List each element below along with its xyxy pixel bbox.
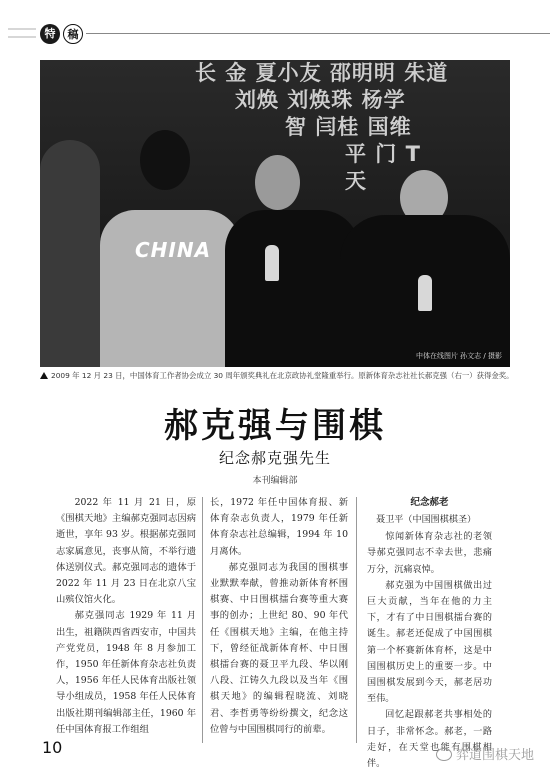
paragraph: 2022 年 11 月 21 日，原《围棋天地》主编郝克强同志因病逝世，享年 93 岁。根据郝克强同志家属意见，丧事从简，不举行遗体送别仪式。郝克强同志的遗体于 2022 年 11 月 23 日在北京八宝山殡仪馆火化。 [56, 497, 196, 606]
watermark [436, 744, 534, 763]
article-column-2 [210, 495, 348, 738]
paragraph: 惊闻新体育杂志社的老领导郝克强同志不幸去世，悲痛万分，沉痛哀悼。 [367, 532, 492, 575]
sidebar-title: 纪念郝老 [410, 497, 449, 508]
article-column-1 [56, 495, 196, 738]
wechat-icon [436, 748, 452, 761]
watermark-text: 弈道围棋天地 [455, 748, 534, 763]
banner-row: 刘焕 刘焕珠 杨学 [235, 88, 406, 112]
person-head [140, 130, 190, 190]
article-byline: 本刊编辑部 [252, 476, 298, 486]
triangle-icon [40, 372, 48, 379]
header-decoration [8, 28, 36, 38]
person-in-jacket [100, 210, 240, 367]
caption-text: 2009 年 12 月 23 日，中国体育工作者协会成立 30 周年颁奖典礼在北京政协礼堂隆重举行。原新体育杂志社社长郝克强（右一）获得金奖。 [51, 371, 514, 380]
banner-row: 平 门 T [345, 142, 421, 166]
section-tag-2: 稿 [63, 24, 83, 44]
person-head [255, 155, 300, 210]
article-title: 郝克强与围棋 [164, 406, 386, 446]
jacket-lettering: CHINA [135, 238, 212, 262]
banner-row: 智 闫桂 国维 [285, 115, 412, 139]
award-photo [40, 60, 510, 367]
article-subtitle: 纪念郝克强先生 [218, 449, 331, 467]
banner-row: 天 [345, 169, 367, 193]
column-divider [356, 497, 357, 743]
paragraph: 长，1972 年任中国体育报、新体育杂志负责人，1979 年任新体育杂志社总编辑，1994 年 10 月离休。 [210, 497, 348, 557]
header-rule [86, 33, 550, 34]
paragraph: 回忆起跟郝老共事相处的日子，非常怀念。郝老，一路走好，在天堂也能有围棋相伴。 [367, 710, 492, 770]
paragraph: 郝克强同志为我国的围棋事业默默奉献，曾推动新体育杯围棋赛、中日围棋擂台赛等重大赛事的创办；上世纪 80、90 年代任《围棋天地》主编，在他主持下，曾经征战新体育杯、中日围棋擂台赛的聂卫平九段、华以刚八段、江铸久九段以及当年《围棋天地》的编辑程晓流、刘晓君、李哲勇等纷纷撰文，纪念这位曾与中国围棋同行的前辈。 [210, 561, 348, 735]
paragraph: 郝克强同志 1929 年 11 月出生，祖籍陕西省西安市，中国共产党党员，1948 年 8 月参加工作，1950 年任新体育杂志社负责人，1956 年任人民体育出版社领导小组成员，1958 年任人民体育出版社期刊编辑部主任，1960 年任中国体育报工作组组 [56, 610, 196, 735]
banner-row: 长 金 夏小友 邵明明 朱道 [195, 61, 449, 85]
photo-caption [40, 370, 520, 381]
paragraph: 郝克强为中国围棋做出过巨大贡献，当年在他的力主下，才有了中日围棋擂台赛的诞生。郝老还促成了中国围棋第一个杯赛新体育杯，这是中国围棋历史上的重要一步。中国围棋发展到今天，郝老居功至伟。 [367, 580, 492, 705]
column-divider [202, 497, 203, 743]
trophy-icon [265, 245, 279, 281]
photo-credit: 中体在线图片 孙文志 / 摄影 [415, 352, 502, 360]
section-tag-1: 特 [40, 24, 60, 44]
sidebar-author: 聂卫平（中国围棋棋圣） [376, 515, 477, 525]
person-left [40, 140, 100, 367]
sidebar-tribute [367, 495, 492, 772]
page-number: 10 [42, 738, 63, 757]
trophy-icon [418, 275, 432, 311]
